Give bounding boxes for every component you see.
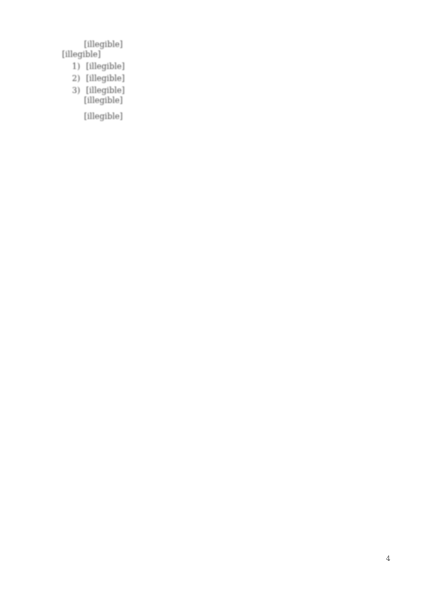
list-item [62,74,382,84]
page-number: 4 [386,555,391,563]
list-item [62,86,382,96]
intro-paragraph: [illegible] [84,40,123,49]
list-item-text: [illegible] [86,74,125,83]
list-marker: 3) [72,86,81,95]
list-item-text: [illegible] [86,86,125,95]
list-item-text: [illegible] [86,62,125,71]
list-marker: 1) [72,62,81,71]
tasks-heading: [illegible] [62,50,101,59]
body-paragraph: [illegible] [84,112,123,121]
list-marker: 2) [72,74,81,83]
list-item [62,62,382,72]
body-paragraph: [illegible] [84,96,123,105]
tasks-list [62,62,382,96]
document-body [62,40,382,122]
